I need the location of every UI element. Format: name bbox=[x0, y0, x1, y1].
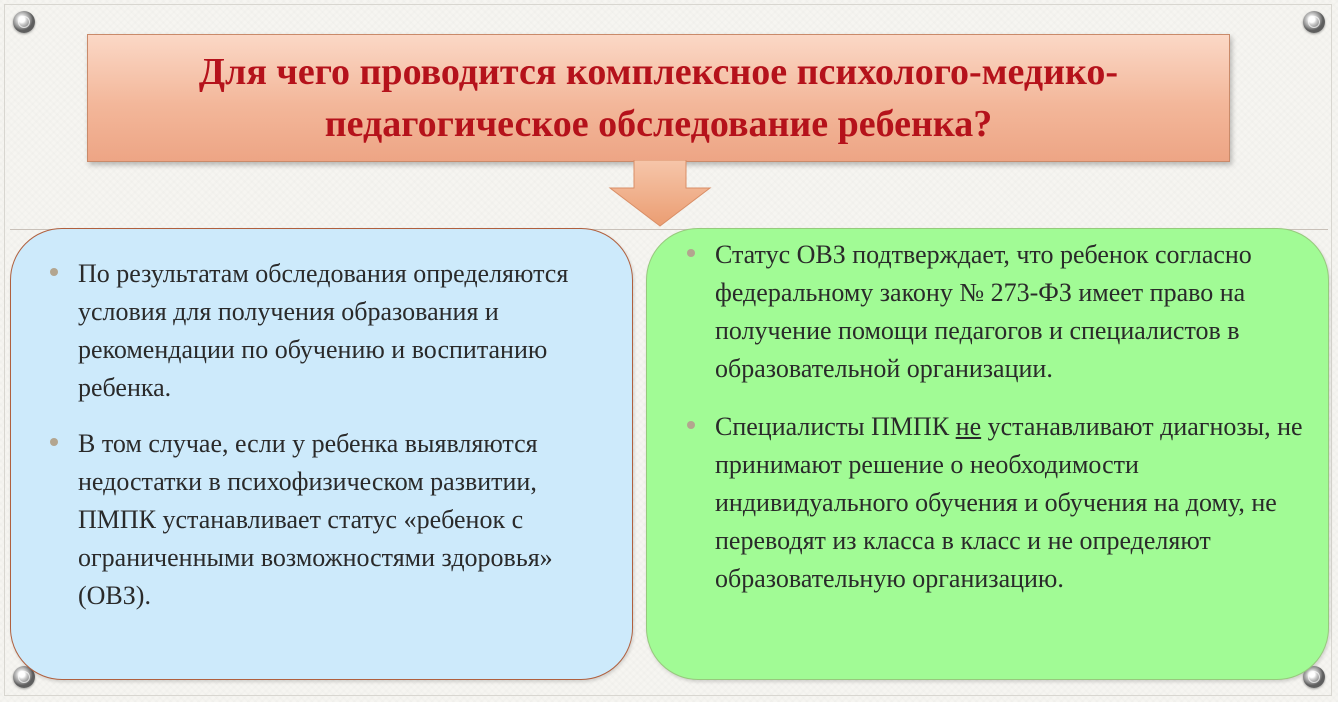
right-bullet-list bbox=[679, 236, 1319, 598]
list-item bbox=[42, 425, 602, 615]
text-part: устанавливают диагнозы, не принимают решение о необходимости индивидуального обучения и обучения на дому, не переводят из класса в класс и не определяют образовательную организацию. bbox=[715, 412, 1303, 593]
bullet-icon bbox=[687, 421, 695, 429]
list-item bbox=[679, 408, 1319, 598]
slide-title: Для чего проводится комплексное психолого-медико-педагогическое обследование ребенка? bbox=[198, 51, 1119, 145]
underlined-word: не bbox=[955, 412, 982, 441]
list-item-text bbox=[715, 412, 1303, 593]
text-part: Специалисты ПМПК bbox=[715, 412, 956, 441]
bullet-icon bbox=[687, 249, 695, 257]
down-arrow-icon bbox=[608, 160, 712, 228]
list-item bbox=[679, 236, 1319, 388]
rivet-icon bbox=[13, 11, 35, 33]
title-box bbox=[87, 34, 1230, 162]
list-item-text: По результатам обследования определяются условия для получения образования и рекомендации по обучению и воспитанию ребенка. bbox=[78, 259, 569, 402]
left-bullet-list bbox=[42, 255, 602, 615]
rivet-icon bbox=[1303, 11, 1325, 33]
bullet-icon bbox=[50, 268, 58, 276]
bullet-icon bbox=[50, 438, 58, 446]
list-item-text: Статус ОВЗ подтверждает, что ребенок согласно федеральному закону № 273-ФЗ имеет право на получение помощи педагогов и специалистов в образовательной организации. bbox=[715, 240, 1252, 383]
list-item bbox=[42, 255, 602, 407]
list-item-text: В том случае, если у ребенка выявляются недостатки в психофизическом развитии, ПМПК устанавливает статус «ребенок с ограниченными возможностями здоровья» (ОВЗ). bbox=[78, 429, 553, 610]
